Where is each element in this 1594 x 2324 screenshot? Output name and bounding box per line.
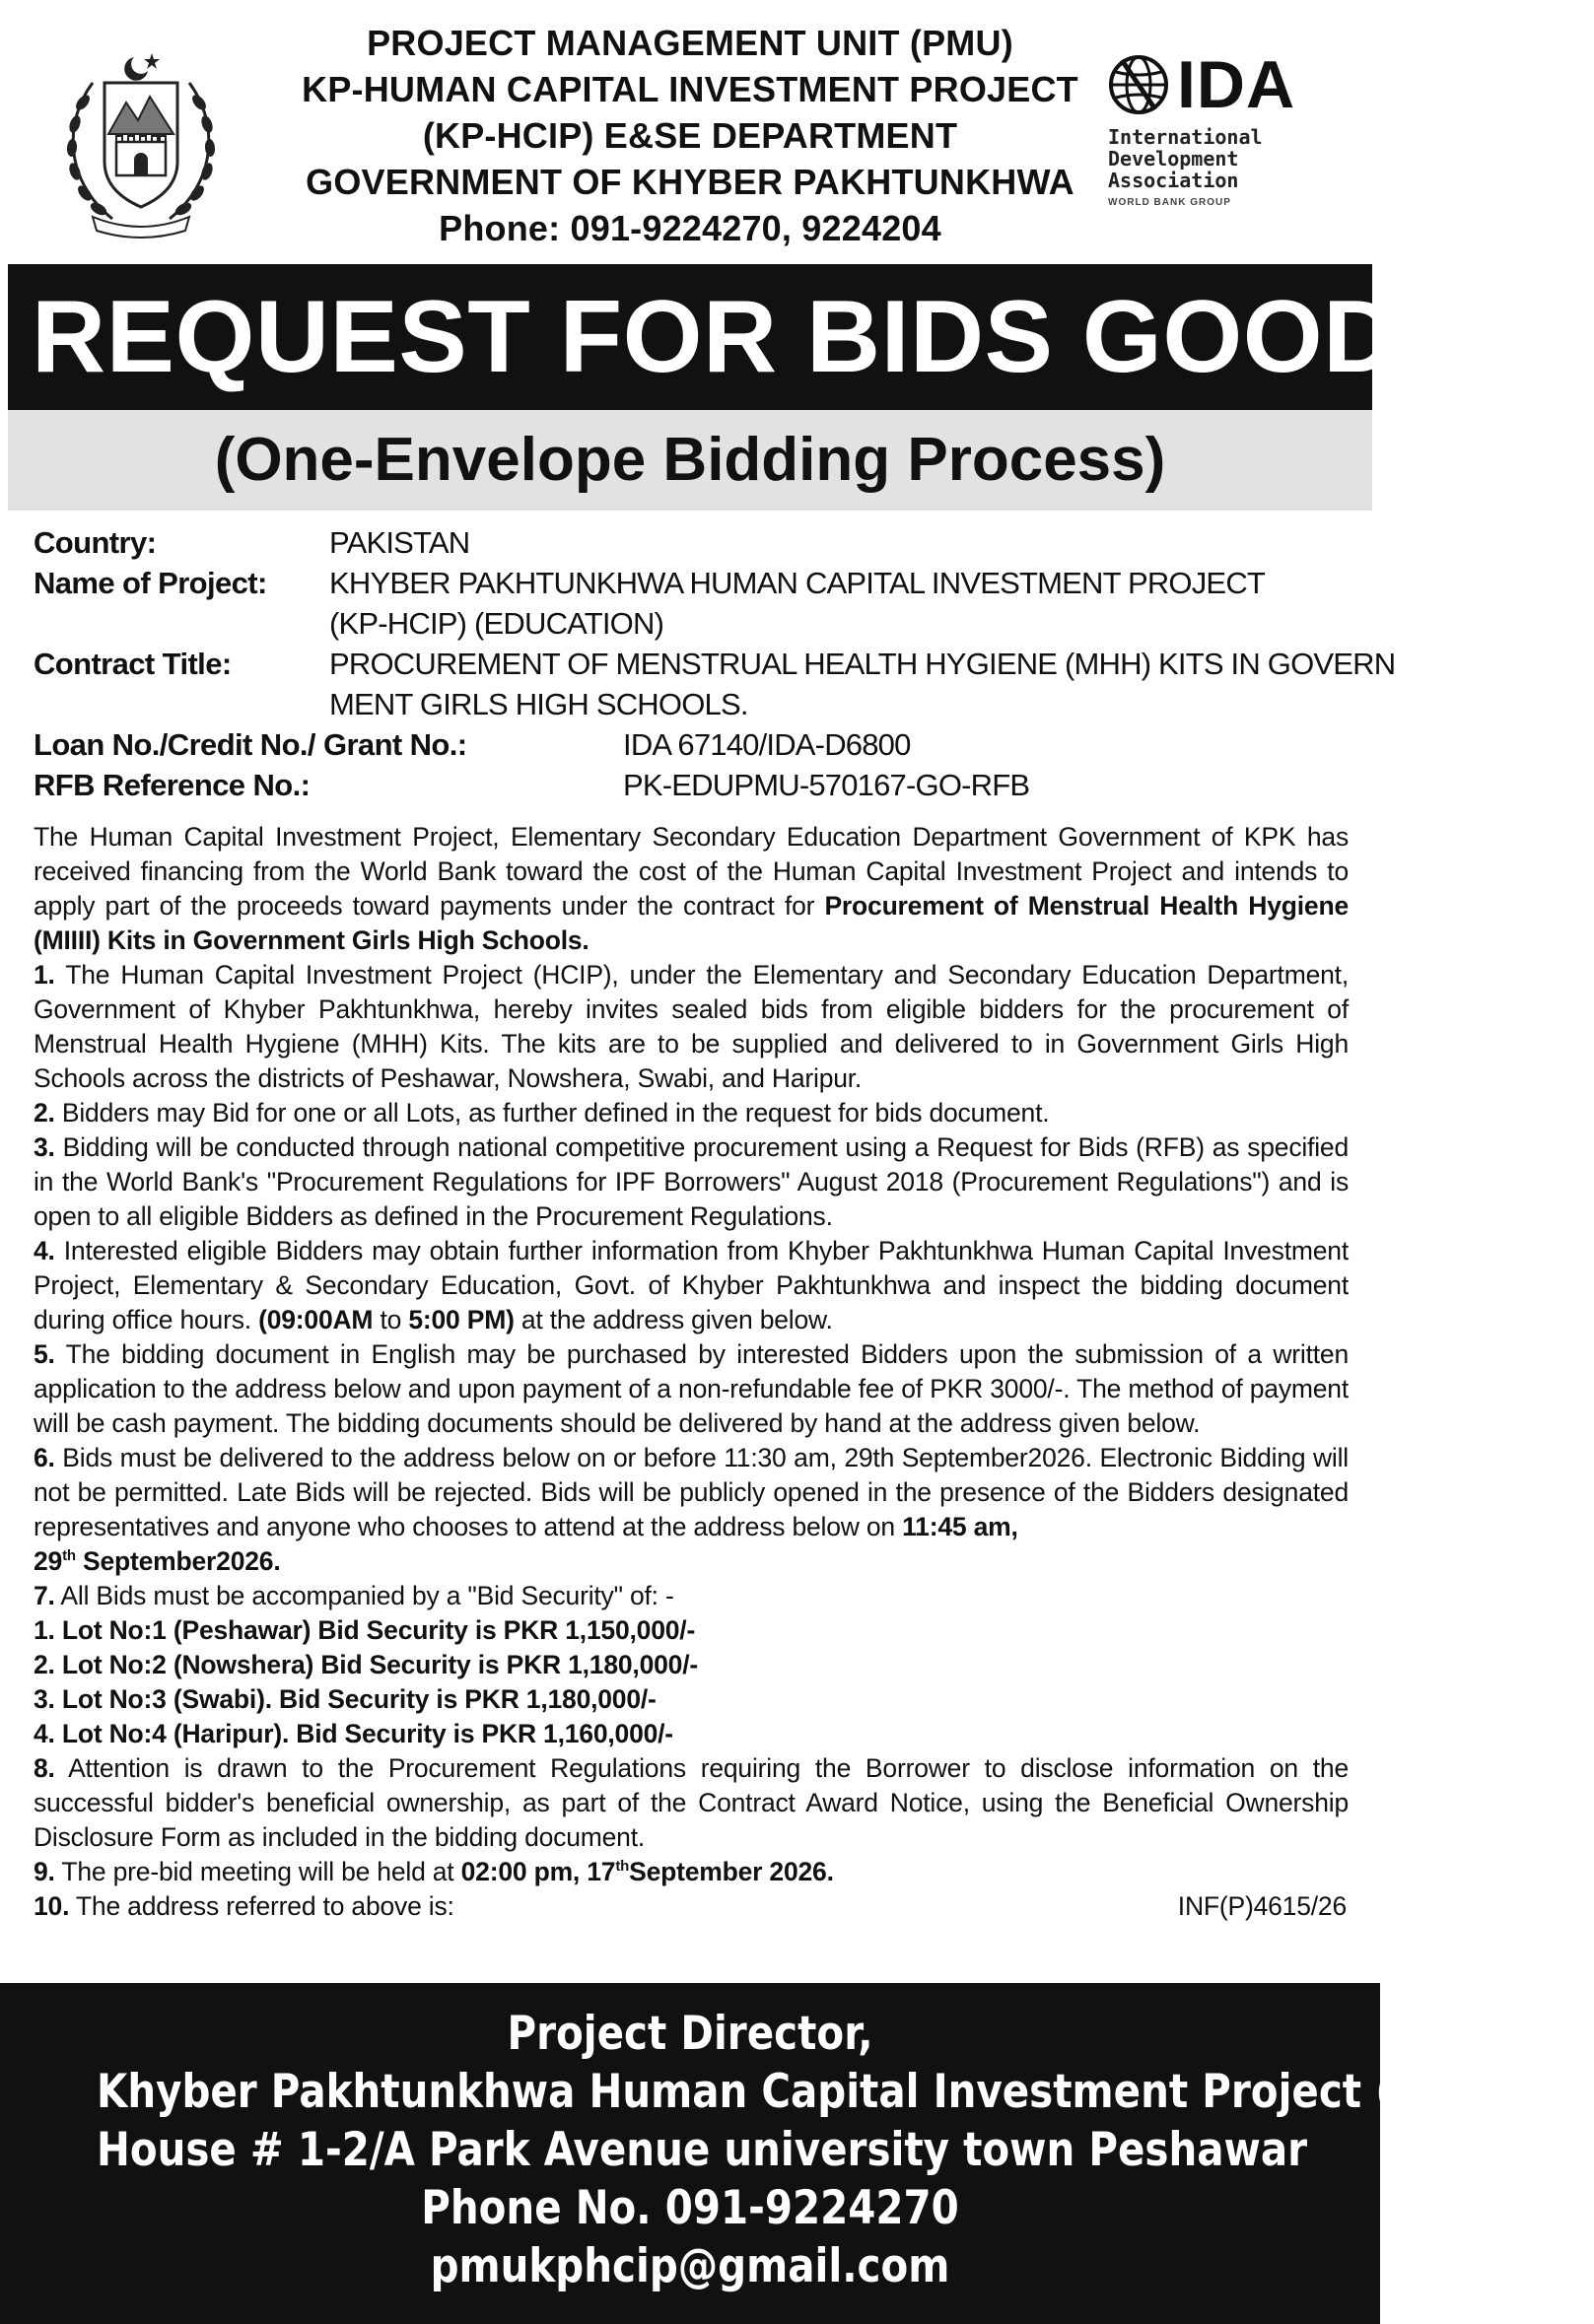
project-value: KHYBER PAKHTUNKHWA HUMAN CAPITAL INVESTMENT PROJECT [329,566,1266,600]
department-heading: (KP-HCIP) E&SE DEPARTMENT [422,115,958,156]
paragraph-1: 1. The Human Capital Investment Project (HCIP), under the Elementary and Secondary Education Department, Government of Khyber Pakhtunkhwa, hereby invites sealed bids from eligible bidders for the procurement of Menstrual Health Hygiene (MHH) Kits. The kits are to be supplied and delivered to in Government Girls High Schools across the districts of Peshawar, Nowshera, Swabi, and Haripur. [34,960,1349,1093]
paragraph-4: 4. Interested eligible Bidders may obtain further information from Khyber Pakhtunkhwa Human Capital Investment Project, Elementary & Secondary Education, Govt. of Khyber Pakhtunkhwa and inspect the bidding document during office hours. (09:00AM to 5:00 PM) at the address given below. [34,1236,1349,1334]
inf-reference-code: INF(P)4615/26 [1177,1891,1347,1921]
info-block [34,522,1396,805]
paragraph-2: 2. Bidders may Bid for one or all Lots, as further defined in the request for bids document. [34,1098,1050,1128]
subtitle-band [8,410,1372,511]
project-heading: KP-HUMAN CAPITAL INVESTMENT PROJECT [302,69,1078,109]
project-value-line2: (KP-HCIP) (EDUCATION) [329,606,664,641]
lot-4: 4. Lot No:4 (Haripur). Bid Security is PKR 1,160,000/- [34,1719,673,1748]
subtitle: (One-Envelope Bidding Process) [214,426,1166,494]
rfb-label: RFB Reference No.: [34,768,311,802]
government-heading: GOVERNMENT OF KHYBER PAKHTUNKHWA [306,162,1074,202]
project-row [34,563,1354,603]
paragraph-9: 9. The pre-bid meeting will be held at 02:00 pm, 17thSeptember 2026. [34,1857,834,1886]
rfb-value: PK-EDUPMU-570167-GO-RFB [623,768,1030,802]
paragraph-10: 10. The address referred to above is: [34,1891,454,1921]
ida-tag: WORLD BANK GROUP [1108,197,1231,208]
project-label: Name of Project: [34,566,267,600]
paragraph-5: 5. The bidding document in English may be purchased by interested Bidders upon the submission of a written application to the address below and upon payment of a non-refundable fee of PKR 3000/-. The method of payment will be cash payment. The bidding documents should be delivered by hand at the address given below. [34,1339,1349,1438]
paragraph-7: 7. All Bids must be accompanied by a "Bid Security" of: - [34,1581,674,1610]
address-footer [0,1983,1594,2324]
main-title: REQUEST FOR BIDS GOODS [32,280,1467,394]
contract-label: Contract Title: [34,647,232,681]
footer-designation: Project Director, [507,2007,873,2061]
header-text [266,20,1114,251]
contract-value: PROCUREMENT OF MENSTRUAL HEALTH HYGIENE (MHH) KITS IN GOVERN [329,647,1396,681]
rfb-row [34,765,1354,805]
paragraph-10-row [34,1889,1349,1924]
notice-body [34,820,1349,1924]
lot-2: 2. Lot No:2 (Nowshera) Bid Security is PKR 1,180,000/- [34,1650,698,1679]
ida-wordmark: IDA [1177,47,1296,122]
globe-icon [1108,54,1169,115]
country-value: PAKISTAN [329,525,470,560]
loan-value: IDA 67140/IDA-D6800 [623,727,911,762]
footer-address: House # 1-2/A Park Avenue university town Peshawar [97,2123,1308,2177]
loan-row [34,724,1354,765]
ida-subtitle: International Development Association [1108,125,1263,192]
paragraph-8: 8. Attention is drawn to the Procurement Regulations requiring the Borrower to disclose information on the successful bidder's beneficial ownership, as part of the Contract Award Notice, using the Beneficial Ownership Disclosure Form as included in the bidding document. [34,1753,1349,1852]
pmu-heading: PROJECT MANAGEMENT UNIT (PMU) [367,23,1013,63]
loan-label: Loan No./Credit No./ Grant No.: [34,727,467,762]
country-row [34,522,1354,563]
footer-phone: Phone No. 091-9224270 [421,2181,959,2235]
footer-email: pmukphcip@gmail.com [430,2239,950,2293]
ida-logo [1108,47,1337,219]
paragraph-3: 3. Bidding will be conducted through national competitive procurement using a Request for Bids (RFB) as specified in the World Bank's "Procurement Regulations for IPF Borrowers" August 2018 (Procurement Regulations") and is open to all eligible Bidders as defined in the Procurement Regulations. [34,1132,1349,1231]
lot-1: 1. Lot No:1 (Peshawar) Bid Security is PKR 1,150,000/- [34,1615,696,1645]
header [0,0,1380,264]
header-phone: Phone: 091-9224270, 9224204 [439,208,941,248]
kp-government-emblem-icon [53,43,229,240]
project-row-continued [34,603,1354,644]
contract-value-line2: MENT GIRLS HIGH SCHOOLS. [329,687,748,721]
paragraph-6: 6. Bids must be delivered to the address below on or before 11:30 am, 29th September2026. Electronic Bidding will not be permitted. Late Bids will be rejected. Bids will be publicly opened in the presence of the Bidders designated representatives and anyone who chooses to attend at the address below on 11:45 am, 29th September2026. [34,1443,1349,1576]
intro-paragraph: The Human Capital Investment Project, Elementary Secondary Education Department Government of KPK has received financing from the World Bank toward the cost of the Human Capital Investment Project and intends to apply part of the proceeds toward payments under the contract for Procurement of Menstrual Health Hygiene (MIIII) Kits in Government Girls High Schools. [34,822,1349,955]
contract-row-continued [34,684,1354,724]
contract-row [34,644,1396,684]
title-band [8,264,1467,410]
country-label: Country: [34,525,157,560]
footer-project: Khyber Pakhtunkhwa Human Capital Investment Project (KP-HCIP) [97,2065,1594,2119]
lot-3: 3. Lot No:3 (Swabi). Bid Security is PKR 1,180,000/- [34,1684,657,1714]
